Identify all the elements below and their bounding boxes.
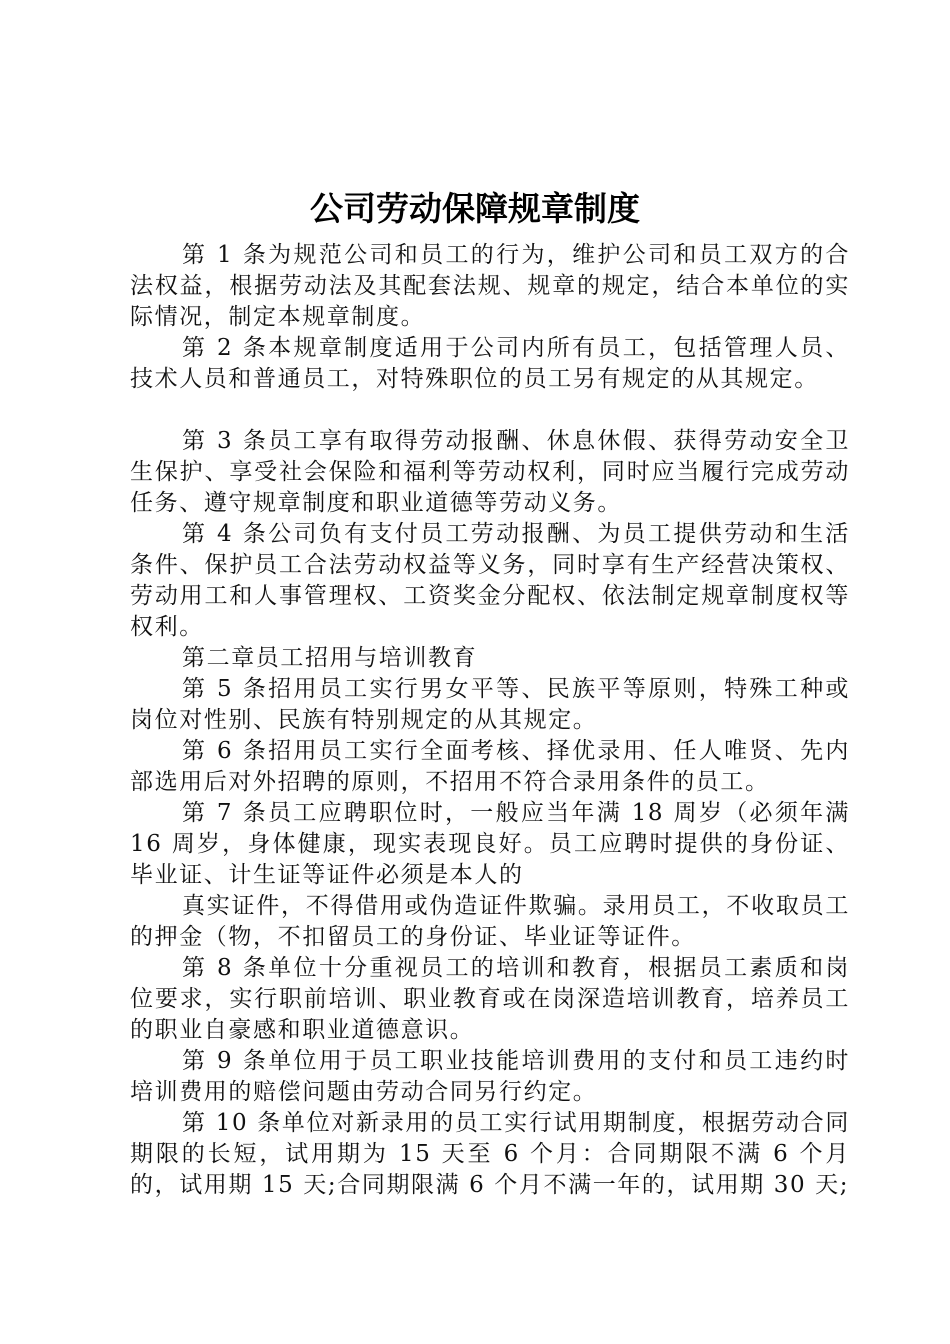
article-6-paragraph: 第 6 条招用员工实行全面考核、择优录用、任人唯贤、先内部选用后对外招聘的原则，不招用不符合录用条件的员工。 — [130, 738, 850, 795]
article-4-paragraph: 第 4 条公司负有支付员工劳动报酬、为员工提供劳动和生活条件、保护员工合法劳动权益等义务，同时享有生产经营决策权、劳动用工和人事管理权、工资奖金分配权、依法制定规章制度权等权利。 — [130, 521, 850, 640]
article-7-continuation: 真实证件，不得借用或伪造证件欺骗。录用员工，不收取员工的押金（物，不扣留员工的身份证、毕业证等证件。 — [130, 893, 850, 950]
article-9-paragraph: 第 9 条单位用于员工职业技能培训费用的支付和员工违约时培训费用的赔偿问题由劳动合同另行约定。 — [130, 1048, 850, 1105]
article-1-paragraph: 第 1 条为规范公司和员工的行为，维护公司和员工双方的合法权益，根据劳动法及其配套法规、规章的规定，结合本单位的实际情况，制定本规章制度。 — [130, 242, 850, 330]
document-title: 公司劳动保障规章制度 — [310, 189, 640, 228]
article-7-paragraph: 第 7 条员工应聘职位时，一般应当年满 18 周岁（必须年满 16 周岁，身体健康，现实表现良好。员工应聘时提供的身份证、毕业证、计生证等证件必须是本人的 — [130, 800, 850, 888]
article-3-paragraph: 第 3 条员工享有取得劳动报酬、休息休假、获得劳动安全卫生保护、享受社会保险和福利等劳动权利，同时应当履行完成劳动任务、遵守规章制度和职业道德等劳动义务。 — [130, 428, 850, 516]
chapter-2-heading: 第二章员工招用与培训教育 — [182, 645, 478, 671]
article-8-paragraph: 第 8 条单位十分重视员工的培训和教育，根据员工素质和岗位要求，实行职前培训、职业教育或在岗深造培训教育，培养员工的职业自豪感和职业道德意识。 — [130, 955, 850, 1043]
article-2-paragraph: 第 2 条本规章制度适用于公司内所有员工，包括管理人员、技术人员和普通员工，对特殊职位的员工另有规定的从其规定。 — [130, 335, 850, 392]
document-body — [130, 240, 850, 1201]
article-10-paragraph: 第 10 条单位对新录用的员工实行试用期制度，根据劳动合同期限的长短，试用期为 15 天至 6 个月：合同期限不满 6 个月的，试用期 15 天;合同期限满 6 个月不满一年的，试用期 30 天; — [130, 1110, 850, 1198]
article-5-paragraph: 第 5 条招用员工实行男女平等、民族平等原则，特殊工种或岗位对性别、民族有特别规定的从其规定。 — [130, 676, 850, 733]
